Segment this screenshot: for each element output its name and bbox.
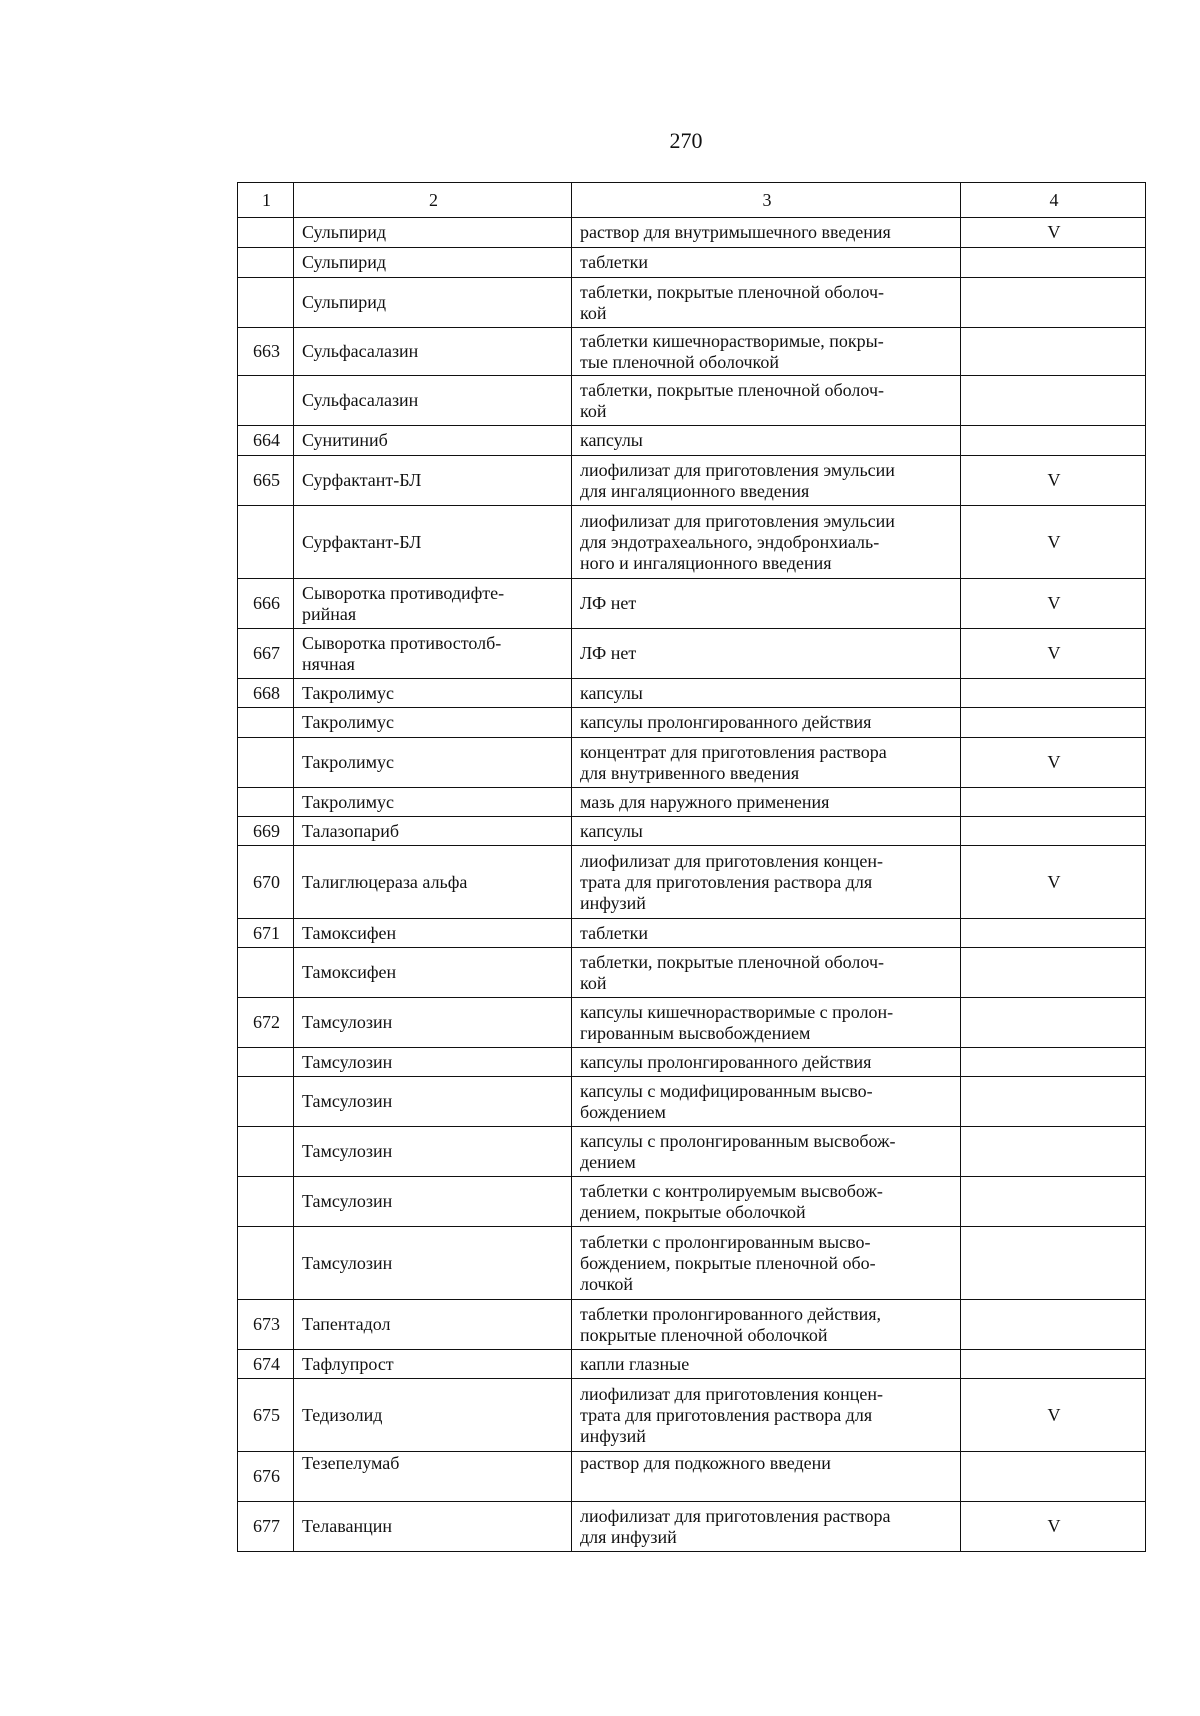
vital-mark <box>961 1048 1146 1077</box>
table-row <box>238 948 1146 998</box>
table-header-row <box>238 183 1146 218</box>
vital-mark: V <box>961 579 1146 629</box>
vital-mark <box>961 376 1146 426</box>
table-row <box>238 506 1146 579</box>
dosage-form: ЛФ нет <box>572 629 961 679</box>
vital-mark <box>961 817 1146 846</box>
medicines-table <box>237 182 1146 1552</box>
header-col-4: 4 <box>961 183 1146 218</box>
table-row <box>238 679 1146 708</box>
table-row <box>238 456 1146 506</box>
vital-mark <box>961 948 1146 998</box>
vital-mark: V <box>961 1379 1146 1452</box>
table-row <box>238 1077 1146 1127</box>
drug-name: Сунитиниб <box>294 426 572 456</box>
vital-mark <box>961 248 1146 278</box>
dosage-form: ЛФ нет <box>572 579 961 629</box>
row-number <box>238 738 294 788</box>
table-row <box>238 817 1146 846</box>
table-row <box>238 1227 1146 1300</box>
dosage-form: таблетки с пролонгированным высво- бождением, покрытые пленочной обо- лочкой <box>572 1227 961 1300</box>
dosage-form: лиофилизат для приготовления концен- трата для приготовления раствора для инфузий <box>572 846 961 919</box>
vital-mark: V <box>961 738 1146 788</box>
row-number <box>238 1177 294 1227</box>
row-number <box>238 788 294 817</box>
page-number: 270 <box>669 128 703 153</box>
row-number <box>238 218 294 248</box>
table-row <box>238 629 1146 679</box>
vital-mark <box>961 919 1146 948</box>
vital-mark <box>961 998 1146 1048</box>
drug-name: Тамсулозин <box>294 1077 572 1127</box>
drug-name: Тезепелумаб <box>294 1452 572 1502</box>
drug-name: Тамсулозин <box>294 1127 572 1177</box>
drug-name: Тамоксифен <box>294 948 572 998</box>
vital-mark: V <box>961 456 1146 506</box>
table-row <box>238 218 1146 248</box>
row-number: 672 <box>238 998 294 1048</box>
vital-mark: V <box>961 218 1146 248</box>
vital-mark: V <box>961 629 1146 679</box>
drug-name: Сульфасалазин <box>294 376 572 426</box>
vital-mark <box>961 1127 1146 1177</box>
table-row <box>238 846 1146 919</box>
drug-name: Тедизолид <box>294 1379 572 1452</box>
table-row <box>238 1300 1146 1350</box>
table-row <box>238 919 1146 948</box>
drug-name: Сыворотка противодифте- рийная <box>294 579 572 629</box>
header-col-3: 3 <box>572 183 961 218</box>
vital-mark <box>961 708 1146 738</box>
drug-name: Сульпирид <box>294 248 572 278</box>
drug-name: Тамсулозин <box>294 1227 572 1300</box>
dosage-form: капсулы <box>572 679 961 708</box>
table-row <box>238 248 1146 278</box>
drug-name: Тамсулозин <box>294 1048 572 1077</box>
drug-name: Такролимус <box>294 738 572 788</box>
vital-mark: V <box>961 1502 1146 1552</box>
dosage-form: таблетки <box>572 248 961 278</box>
row-number <box>238 278 294 328</box>
dosage-form: раствор для внутримышечного введения <box>572 218 961 248</box>
drug-name: Сульпирид <box>294 278 572 328</box>
vital-mark <box>961 1350 1146 1379</box>
row-number <box>238 248 294 278</box>
dosage-form: лиофилизат для приготовления раствора для инфузий <box>572 1502 961 1552</box>
dosage-form: капсулы кишечнорастворимые с пролон- гированным высвобождением <box>572 998 961 1048</box>
row-number <box>238 708 294 738</box>
vital-mark <box>961 1452 1146 1502</box>
drug-name: Тамоксифен <box>294 919 572 948</box>
dosage-form: таблетки с контролируемым высвобож- дением, покрытые оболочкой <box>572 1177 961 1227</box>
dosage-form: капсулы пролонгированного действия <box>572 1048 961 1077</box>
row-number: 674 <box>238 1350 294 1379</box>
drug-name: Тафлупрост <box>294 1350 572 1379</box>
dosage-form: капсулы с пролонгированным высвобож- дением <box>572 1127 961 1177</box>
vital-mark <box>961 426 1146 456</box>
table-row <box>238 1048 1146 1077</box>
row-number <box>238 1048 294 1077</box>
vital-mark <box>961 1227 1146 1300</box>
row-number <box>238 506 294 579</box>
drug-name: Талиглюцераза альфа <box>294 846 572 919</box>
table-row <box>238 788 1146 817</box>
dosage-form: капли глазные <box>572 1350 961 1379</box>
drug-name: Сульпирид <box>294 218 572 248</box>
table-row <box>238 708 1146 738</box>
row-number: 666 <box>238 579 294 629</box>
table-row <box>238 426 1146 456</box>
table-row <box>238 579 1146 629</box>
row-number: 667 <box>238 629 294 679</box>
drug-name: Сыворотка противостолб- нячная <box>294 629 572 679</box>
vital-mark: V <box>961 506 1146 579</box>
table-row <box>238 1350 1146 1379</box>
table-row <box>238 1177 1146 1227</box>
table-row <box>238 1379 1146 1452</box>
table-row <box>238 1502 1146 1552</box>
row-number: 665 <box>238 456 294 506</box>
dosage-form: капсулы <box>572 426 961 456</box>
table-row <box>238 328 1146 376</box>
vital-mark <box>961 1177 1146 1227</box>
row-number: 673 <box>238 1300 294 1350</box>
dosage-form: таблетки пролонгированного действия, покрытые пленочной оболочкой <box>572 1300 961 1350</box>
dosage-form: лиофилизат для приготовления эмульсии для ингаляционного введения <box>572 456 961 506</box>
dosage-form: концентрат для приготовления раствора для внутривенного введения <box>572 738 961 788</box>
row-number <box>238 1127 294 1177</box>
dosage-form: мазь для наружного применения <box>572 788 961 817</box>
vital-mark <box>961 278 1146 328</box>
table-row <box>238 1452 1146 1502</box>
dosage-form: таблетки <box>572 919 961 948</box>
drug-name: Такролимус <box>294 788 572 817</box>
drug-name: Сульфасалазин <box>294 328 572 376</box>
drug-name: Талазопариб <box>294 817 572 846</box>
row-number: 664 <box>238 426 294 456</box>
row-number <box>238 1077 294 1127</box>
row-number: 668 <box>238 679 294 708</box>
row-number <box>238 948 294 998</box>
vital-mark <box>961 328 1146 376</box>
table-row <box>238 738 1146 788</box>
table-row <box>238 376 1146 426</box>
drug-name: Сурфактант-БЛ <box>294 506 572 579</box>
row-number: 663 <box>238 328 294 376</box>
header-col-1: 1 <box>238 183 294 218</box>
dosage-form: таблетки, покрытые пленочной оболоч- кой <box>572 376 961 426</box>
drug-name: Такролимус <box>294 708 572 738</box>
drug-name: Телаванцин <box>294 1502 572 1552</box>
table-row <box>238 998 1146 1048</box>
dosage-form: капсулы пролонгированного действия <box>572 708 961 738</box>
dosage-form: лиофилизат для приготовления концен- трата для приготовления раствора для инфузий <box>572 1379 961 1452</box>
row-number: 670 <box>238 846 294 919</box>
table-row <box>238 1127 1146 1177</box>
row-number <box>238 376 294 426</box>
dosage-form: таблетки, покрытые пленочной оболоч- кой <box>572 948 961 998</box>
vital-mark <box>961 1077 1146 1127</box>
row-number <box>238 1227 294 1300</box>
row-number: 676 <box>238 1452 294 1502</box>
row-number: 677 <box>238 1502 294 1552</box>
dosage-form: таблетки, покрытые пленочной оболоч- кой <box>572 278 961 328</box>
drug-name: Тамсулозин <box>294 998 572 1048</box>
drug-name: Тапентадол <box>294 1300 572 1350</box>
drug-name: Такролимус <box>294 679 572 708</box>
dosage-form: таблетки кишечнорастворимые, покры- тые пленочной оболочкой <box>572 328 961 376</box>
table-row <box>238 278 1146 328</box>
dosage-form: лиофилизат для приготовления эмульсии для эндотрахеального, эндобронхиаль- ного и ингаляционного введения <box>572 506 961 579</box>
vital-mark <box>961 679 1146 708</box>
dosage-form: раствор для подкожного введени <box>572 1452 961 1502</box>
dosage-form: капсулы с модифицированным высво- бождением <box>572 1077 961 1127</box>
row-number: 675 <box>238 1379 294 1452</box>
vital-mark <box>961 788 1146 817</box>
drug-name: Тамсулозин <box>294 1177 572 1227</box>
row-number: 671 <box>238 919 294 948</box>
dosage-form: капсулы <box>572 817 961 846</box>
drug-name: Сурфактант-БЛ <box>294 456 572 506</box>
vital-mark: V <box>961 846 1146 919</box>
header-col-2: 2 <box>294 183 572 218</box>
vital-mark <box>961 1300 1146 1350</box>
row-number: 669 <box>238 817 294 846</box>
